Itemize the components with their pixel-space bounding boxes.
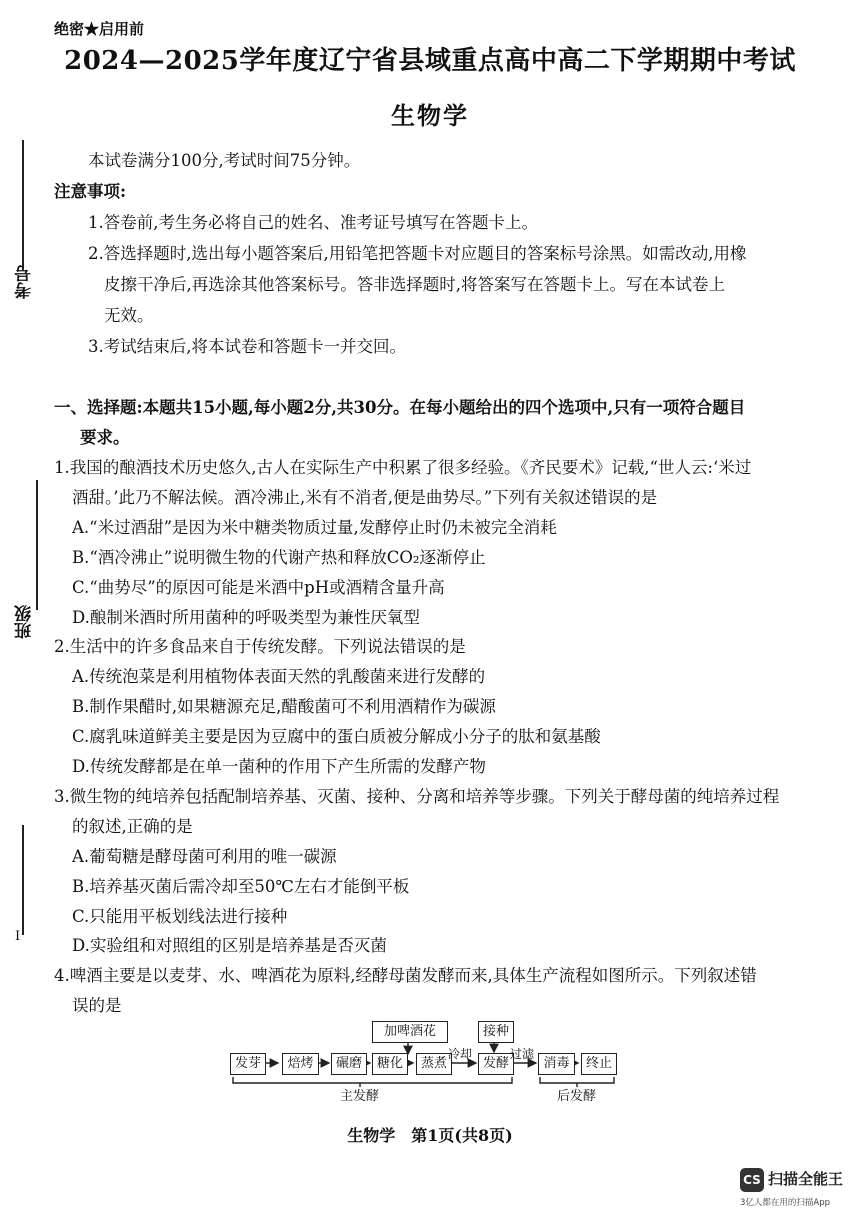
subject-title: 生物学	[391, 101, 469, 130]
flow-label-cool: 冷却	[448, 1047, 473, 1061]
notice-3: 3.考试结束后,将本试卷和答题卡一并交回。	[88, 337, 406, 356]
notice-title: 注意事项:	[54, 182, 127, 201]
q4-stem: 4.啤酒主要是以麦芽、水、啤酒花为原料,经酵母菌发酵而来,具体生产流程如图所示。下列叙述错	[54, 966, 757, 985]
page-footer: 生物学 第1页(共8页)	[347, 1126, 513, 1145]
margin-mark: I	[15, 929, 21, 944]
q2-option-c: C.腐乳味道鲜美主要是因为豆腐中的蛋白质被分解成小分子的肽和氨基酸	[72, 727, 601, 746]
confidential-label: 绝密★启用前	[54, 20, 145, 38]
exam-title: 2024—2025学年度辽宁省县域重点高中高二下学期期中考试	[64, 46, 796, 76]
notice-2c: 无效。	[104, 306, 154, 325]
q3-option-d: D.实验组和对照组的区别是培养基是否灭菌	[72, 936, 387, 955]
q3-option-b: B.培养基灭菌后需冷却至50℃左右才能倒平板	[72, 877, 410, 896]
flow-step-disinfect: 消毒	[538, 1053, 575, 1075]
exam-no-label: 考号	[15, 265, 35, 299]
scanner-name: 扫描全能王	[768, 1170, 844, 1188]
q2-option-d: D.传统发酵都是在单一菌种的作用下产生所需的发酵产物	[72, 757, 486, 776]
q1-option-a: A.“米过酒甜”是因为米中糖类物质过量,发酵停止时仍未被完全消耗	[72, 518, 557, 537]
notice-1: 1.答卷前,考生务必将自己的姓名、准考证号填写在答题卡上。	[88, 213, 538, 232]
flow-step-germinate: 发芽	[230, 1053, 266, 1075]
score-time: 本试卷满分100分,考试时间75分钟。	[88, 151, 361, 170]
section1-heading: 一、选择题:本题共15小题,每小题2分,共30分。在每小题给出的四个选项中,只有一项符合题目	[54, 398, 746, 417]
flow-inoculate: 接种	[478, 1021, 514, 1043]
q1-stem-cont: 酒甜。’此乃不解法候。酒冷沸止,米有不消者,便是曲势尽。”下列有关叙述错误的是	[72, 488, 658, 507]
beer-flow-diagram	[200, 1015, 640, 1105]
flow-main-fermentation: 主发酵	[340, 1089, 380, 1104]
q1-option-c: C.“曲势尽”的原因可能是米酒中pH或酒精含量升高	[72, 578, 445, 597]
flow-step-ferment: 发酵	[478, 1053, 514, 1075]
margin-line-3	[22, 825, 24, 935]
flow-label-filter: 过滤	[510, 1047, 535, 1061]
q3-option-c: C.只能用平板划线法进行接种	[72, 907, 288, 926]
scanner-logo: CS	[740, 1168, 764, 1192]
flow-step-terminate: 终止	[581, 1053, 617, 1075]
q3-option-a: A.葡萄糖是酵母菌可利用的唯一碳源	[72, 847, 337, 866]
margin-line-2	[36, 480, 38, 610]
flow-step-saccharify: 糖化	[372, 1053, 408, 1075]
q3-stem-cont: 的叙述,正确的是	[72, 817, 193, 836]
q1-option-b: B.“酒冷沸止”说明微生物的代谢产热和释放CO₂逐渐停止	[72, 548, 486, 567]
section1-heading-cont: 要求。	[80, 428, 130, 447]
flow-step-bake: 焙烤	[282, 1053, 319, 1075]
q3-stem: 3.微生物的纯培养包括配制培养基、灭菌、接种、分离和培养等步骤。下列关于酵母菌的纯培养过程	[54, 787, 780, 806]
q4-stem-cont: 误的是	[72, 996, 122, 1015]
flow-post-fermentation: 后发酵	[557, 1089, 597, 1104]
notice-2a: 2.答选择题时,选出每小题答案后,用铅笔把答题卡对应题目的答案标号涂黑。如需改动,用橡	[88, 244, 747, 263]
q2-option-b: B.制作果醋时,如果糖源充足,醋酸菌可不利用酒精作为碳源	[72, 697, 496, 716]
q2-option-a: A.传统泡菜是利用植物体表面天然的乳酸菌来进行发酵的	[72, 667, 486, 686]
flow-add-hops: 加啤酒花	[372, 1021, 448, 1043]
class-label: 班级	[15, 605, 35, 639]
scanner-slogan: 3亿人都在用的扫描App	[740, 1198, 831, 1208]
q2-stem: 2.生活中的许多食品来自于传统发酵。下列说法错误的是	[54, 637, 466, 656]
notice-2b: 皮擦干净后,再选涂其他答案标号。答非选择题时,将答案写在答题卡上。写在本试卷上	[104, 275, 725, 294]
q1-option-d: D.酿制米酒时所用菌种的呼吸类型为兼性厌氧型	[72, 608, 420, 627]
flow-step-mill: 碾磨	[331, 1053, 367, 1075]
q1-stem: 1.我国的酿酒技术历史悠久,古人在实际生产中积累了很多经验。《齐民要术》记载,“世人云:‘米过	[54, 458, 752, 477]
margin-line-1	[22, 140, 24, 270]
flow-step-boil: 蒸煮	[416, 1053, 452, 1075]
